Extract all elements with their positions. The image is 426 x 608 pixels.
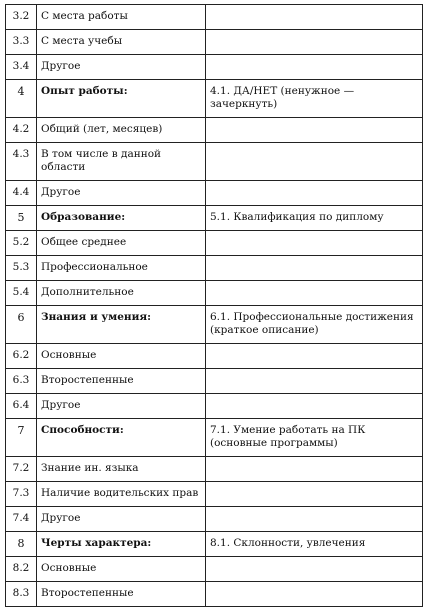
table-row-section [6,306,423,344]
row-extra [206,507,423,532]
row-extra: 8.1. Склонности, увлечения [206,532,423,557]
row-label: В том числе в данной области [37,143,206,181]
row-label: С места работы [37,5,206,30]
row-label: Второстепенные [37,582,206,607]
table-row [6,457,423,482]
table-row [6,143,423,181]
row-label: Другое [37,55,206,80]
row-label: Наличие водительских прав [37,482,206,507]
row-label: Другое [37,181,206,206]
table-row [6,394,423,419]
row-number: 4 [6,80,37,118]
row-number: 8.3 [6,582,37,607]
row-number: 3.4 [6,55,37,80]
row-number: 3.2 [6,5,37,30]
row-number: 7.3 [6,482,37,507]
table-row [6,582,423,607]
row-number: 3.3 [6,30,37,55]
section-heading: Образование: [37,206,206,231]
row-label: Общее среднее [37,231,206,256]
row-extra [206,5,423,30]
row-extra [206,30,423,55]
table-row-section [6,532,423,557]
row-extra [206,55,423,80]
row-extra [206,344,423,369]
section-heading: Черты характера: [37,532,206,557]
row-number: 7 [6,419,37,457]
row-extra [206,582,423,607]
row-extra [206,457,423,482]
row-extra [206,231,423,256]
table-row [6,256,423,281]
row-label: С места учебы [37,30,206,55]
row-label: Знание ин. языка [37,457,206,482]
table-row [6,181,423,206]
table-row [6,482,423,507]
row-number: 8 [6,532,37,557]
row-extra: 4.1. ДА/НЕТ (ненужное — зачеркнуть) [206,80,423,118]
section-heading: Опыт работы: [37,80,206,118]
row-extra [206,369,423,394]
table-row [6,118,423,143]
row-number: 4.4 [6,181,37,206]
row-label: Другое [37,507,206,532]
row-extra: 5.1. Квалификация по диплому [206,206,423,231]
section-heading: Способности: [37,419,206,457]
row-number: 6.2 [6,344,37,369]
row-number: 8.2 [6,557,37,582]
row-label: Дополнительное [37,281,206,306]
table-row [6,507,423,532]
row-number: 5.3 [6,256,37,281]
row-label: Основные [37,344,206,369]
table-row [6,344,423,369]
row-extra: 6.1. Профессиональные достижения (краткое описание) [206,306,423,344]
row-label: Профессиональное [37,256,206,281]
table-row [6,5,423,30]
row-number: 6 [6,306,37,344]
row-label: Другое [37,394,206,419]
row-number: 7.4 [6,507,37,532]
row-extra [206,394,423,419]
row-label: Второстепенные [37,369,206,394]
row-extra [206,143,423,181]
row-number: 6.3 [6,369,37,394]
row-number: 4.2 [6,118,37,143]
row-number: 6.4 [6,394,37,419]
row-extra [206,256,423,281]
row-number: 5.2 [6,231,37,256]
row-label: Общий (лет, месяцев) [37,118,206,143]
row-label: Основные [37,557,206,582]
row-number: 7.2 [6,457,37,482]
row-extra [206,181,423,206]
row-number: 5.4 [6,281,37,306]
row-extra [206,557,423,582]
row-number: 4.3 [6,143,37,181]
table-row [6,231,423,256]
table-row [6,557,423,582]
table-row-section [6,80,423,118]
row-extra [206,118,423,143]
table-row [6,369,423,394]
row-extra [206,482,423,507]
table-row [6,281,423,306]
questionnaire-table [5,4,423,607]
row-number: 5 [6,206,37,231]
table-row [6,30,423,55]
section-heading: Знания и умения: [37,306,206,344]
row-extra [206,281,423,306]
table-row-section [6,419,423,457]
table-row-section [6,206,423,231]
row-extra: 7.1. Умение работать на ПК (основные программы) [206,419,423,457]
table-row [6,55,423,80]
